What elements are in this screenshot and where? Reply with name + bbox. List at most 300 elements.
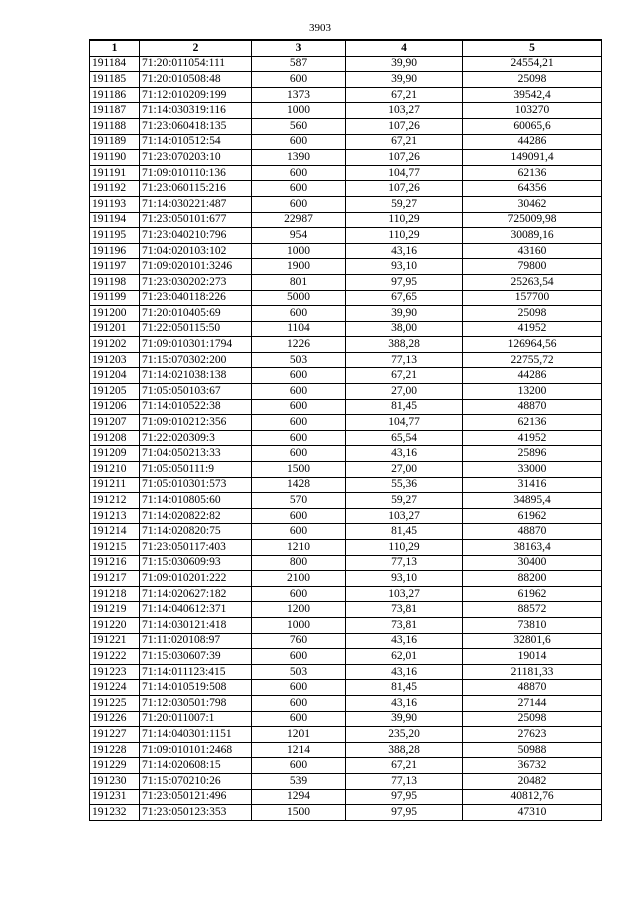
table-cell: 1104 bbox=[252, 321, 346, 337]
table-cell: 33000 bbox=[463, 462, 602, 478]
table-cell: 191228 bbox=[90, 742, 140, 758]
table-cell: 71:22:020309:3 bbox=[140, 430, 252, 446]
table-cell: 801 bbox=[252, 274, 346, 290]
table-cell: 600 bbox=[252, 415, 346, 431]
table-cell: 30462 bbox=[463, 196, 602, 212]
table-cell: 800 bbox=[252, 555, 346, 571]
table-cell: 600 bbox=[252, 524, 346, 540]
table-cell: 191217 bbox=[90, 571, 140, 587]
table-cell: 191225 bbox=[90, 695, 140, 711]
table-cell: 191185 bbox=[90, 72, 140, 88]
table-cell: 191187 bbox=[90, 103, 140, 119]
table-cell: 55,36 bbox=[346, 477, 463, 493]
table-row bbox=[90, 72, 602, 88]
table-row bbox=[90, 477, 602, 493]
table-cell: 61962 bbox=[463, 508, 602, 524]
table-cell: 191192 bbox=[90, 181, 140, 197]
table-cell: 71:15:030609:93 bbox=[140, 555, 252, 571]
table-cell: 25098 bbox=[463, 306, 602, 322]
table-row bbox=[90, 212, 602, 228]
table-cell: 1226 bbox=[252, 337, 346, 353]
table-row bbox=[90, 524, 602, 540]
table-cell: 71:14:021038:138 bbox=[140, 368, 252, 384]
table-row bbox=[90, 633, 602, 649]
table-cell: 71:09:010110:136 bbox=[140, 165, 252, 181]
table-cell: 13200 bbox=[463, 384, 602, 400]
table-row bbox=[90, 493, 602, 509]
table-cell: 1000 bbox=[252, 103, 346, 119]
table-cell: 600 bbox=[252, 181, 346, 197]
table-cell: 41952 bbox=[463, 430, 602, 446]
table-cell: 30400 bbox=[463, 555, 602, 571]
table-cell: 25098 bbox=[463, 711, 602, 727]
table-cell: 71:23:050121:496 bbox=[140, 789, 252, 805]
table-cell: 1500 bbox=[252, 462, 346, 478]
table-cell: 191195 bbox=[90, 228, 140, 244]
table-cell: 388,28 bbox=[346, 742, 463, 758]
table-cell: 71:23:050117:403 bbox=[140, 540, 252, 556]
table-cell: 71:14:020820:75 bbox=[140, 524, 252, 540]
table-row bbox=[90, 165, 602, 181]
table-row bbox=[90, 118, 602, 134]
table-cell: 62136 bbox=[463, 415, 602, 431]
table-cell: 36732 bbox=[463, 758, 602, 774]
table-cell: 110,29 bbox=[346, 212, 463, 228]
table-cell: 1200 bbox=[252, 602, 346, 618]
table-cell: 191193 bbox=[90, 196, 140, 212]
table-cell: 44286 bbox=[463, 368, 602, 384]
table-cell: 539 bbox=[252, 773, 346, 789]
table-cell: 600 bbox=[252, 430, 346, 446]
table-cell: 81,45 bbox=[346, 399, 463, 415]
table-row bbox=[90, 196, 602, 212]
table-cell: 48870 bbox=[463, 524, 602, 540]
table-cell: 71:23:050123:353 bbox=[140, 805, 252, 821]
table-cell: 43,16 bbox=[346, 633, 463, 649]
table-row bbox=[90, 306, 602, 322]
table-cell: 71:23:060418:135 bbox=[140, 118, 252, 134]
table-cell: 110,29 bbox=[346, 228, 463, 244]
table-cell: 97,95 bbox=[346, 805, 463, 821]
table-cell: 191186 bbox=[90, 87, 140, 103]
table-cell: 71:09:010301:1794 bbox=[140, 337, 252, 353]
column-header: 1 bbox=[90, 40, 140, 56]
table-cell: 77,13 bbox=[346, 555, 463, 571]
table-cell: 71:14:030319:116 bbox=[140, 103, 252, 119]
table-row bbox=[90, 602, 602, 618]
table-cell: 25263,54 bbox=[463, 274, 602, 290]
table-cell: 71:23:050101:677 bbox=[140, 212, 252, 228]
column-header: 4 bbox=[346, 40, 463, 56]
table-row bbox=[90, 87, 602, 103]
table-cell: 725009,98 bbox=[463, 212, 602, 228]
table-cell: 59,27 bbox=[346, 493, 463, 509]
table-cell: 1000 bbox=[252, 617, 346, 633]
table-cell: 71:14:010805:60 bbox=[140, 493, 252, 509]
table-cell: 71:04:050213:33 bbox=[140, 446, 252, 462]
table-cell: 191203 bbox=[90, 352, 140, 368]
table-cell: 39,90 bbox=[346, 306, 463, 322]
table-row bbox=[90, 243, 602, 259]
table-cell: 388,28 bbox=[346, 337, 463, 353]
table-cell: 600 bbox=[252, 758, 346, 774]
table-cell: 60065,6 bbox=[463, 118, 602, 134]
table-cell: 48870 bbox=[463, 680, 602, 696]
table-cell: 191199 bbox=[90, 290, 140, 306]
table-row bbox=[90, 228, 602, 244]
table-cell: 1210 bbox=[252, 540, 346, 556]
table-cell: 71:22:050115:50 bbox=[140, 321, 252, 337]
table-cell: 43160 bbox=[463, 243, 602, 259]
column-header: 2 bbox=[140, 40, 252, 56]
table-row bbox=[90, 758, 602, 774]
table-cell: 103,27 bbox=[346, 586, 463, 602]
table-cell: 1900 bbox=[252, 259, 346, 275]
table-cell: 43,16 bbox=[346, 695, 463, 711]
table-cell: 67,65 bbox=[346, 290, 463, 306]
table-cell: 191200 bbox=[90, 306, 140, 322]
table-cell: 191205 bbox=[90, 384, 140, 400]
table-row bbox=[90, 446, 602, 462]
table-cell: 27,00 bbox=[346, 462, 463, 478]
table-cell: 22987 bbox=[252, 212, 346, 228]
table-cell: 191223 bbox=[90, 664, 140, 680]
table-cell: 67,21 bbox=[346, 134, 463, 150]
table-row bbox=[90, 664, 602, 680]
table-cell: 25098 bbox=[463, 72, 602, 88]
table-cell: 62136 bbox=[463, 165, 602, 181]
table-cell: 64356 bbox=[463, 181, 602, 197]
table-row bbox=[90, 462, 602, 478]
table-cell: 600 bbox=[252, 165, 346, 181]
table-cell: 71:14:010512:54 bbox=[140, 134, 252, 150]
table-cell: 43,16 bbox=[346, 243, 463, 259]
table-row bbox=[90, 259, 602, 275]
table-cell: 67,21 bbox=[346, 87, 463, 103]
table-cell: 71:11:020108:97 bbox=[140, 633, 252, 649]
table-cell: 600 bbox=[252, 586, 346, 602]
table-cell: 600 bbox=[252, 368, 346, 384]
table-cell: 600 bbox=[252, 508, 346, 524]
table-cell: 71:14:010519:508 bbox=[140, 680, 252, 696]
table-cell: 503 bbox=[252, 352, 346, 368]
table-cell: 191221 bbox=[90, 633, 140, 649]
table-cell: 600 bbox=[252, 306, 346, 322]
table-cell: 97,95 bbox=[346, 789, 463, 805]
table-row bbox=[90, 586, 602, 602]
table-row bbox=[90, 727, 602, 743]
table-cell: 43,16 bbox=[346, 664, 463, 680]
table-cell: 191184 bbox=[90, 56, 140, 72]
table-cell: 191189 bbox=[90, 134, 140, 150]
table-cell: 600 bbox=[252, 711, 346, 727]
column-header: 5 bbox=[463, 40, 602, 56]
table-cell: 71:09:010212:356 bbox=[140, 415, 252, 431]
table-cell: 39,90 bbox=[346, 56, 463, 72]
table-row bbox=[90, 384, 602, 400]
table-cell: 39,90 bbox=[346, 711, 463, 727]
table-cell: 97,95 bbox=[346, 274, 463, 290]
table-cell: 71:14:020608:15 bbox=[140, 758, 252, 774]
table-cell: 600 bbox=[252, 399, 346, 415]
table-cell: 38163,4 bbox=[463, 540, 602, 556]
table-cell: 104,77 bbox=[346, 165, 463, 181]
table-row bbox=[90, 695, 602, 711]
table-row bbox=[90, 711, 602, 727]
table-cell: 235,20 bbox=[346, 727, 463, 743]
table-cell: 191232 bbox=[90, 805, 140, 821]
table-cell: 191212 bbox=[90, 493, 140, 509]
table-cell: 191220 bbox=[90, 617, 140, 633]
table-row bbox=[90, 337, 602, 353]
table-cell: 71:15:070302:200 bbox=[140, 352, 252, 368]
table-cell: 600 bbox=[252, 384, 346, 400]
table-cell: 191207 bbox=[90, 415, 140, 431]
table-cell: 191229 bbox=[90, 758, 140, 774]
table-cell: 191231 bbox=[90, 789, 140, 805]
table-cell: 587 bbox=[252, 56, 346, 72]
table-cell: 67,21 bbox=[346, 368, 463, 384]
table-cell: 71:14:020822:82 bbox=[140, 508, 252, 524]
table-body bbox=[90, 56, 602, 820]
table-cell: 88200 bbox=[463, 571, 602, 587]
table-cell: 1201 bbox=[252, 727, 346, 743]
data-table bbox=[89, 39, 602, 821]
table-cell: 1294 bbox=[252, 789, 346, 805]
table-cell: 191201 bbox=[90, 321, 140, 337]
table-cell: 71:05:050103:67 bbox=[140, 384, 252, 400]
table-cell: 21181,33 bbox=[463, 664, 602, 680]
table-cell: 503 bbox=[252, 664, 346, 680]
table-cell: 24554,21 bbox=[463, 56, 602, 72]
table-cell: 191188 bbox=[90, 118, 140, 134]
table-cell: 191222 bbox=[90, 649, 140, 665]
table-cell: 157700 bbox=[463, 290, 602, 306]
table-cell: 191208 bbox=[90, 430, 140, 446]
table-cell: 71:14:030221:487 bbox=[140, 196, 252, 212]
table-cell: 110,29 bbox=[346, 540, 463, 556]
table-cell: 191226 bbox=[90, 711, 140, 727]
table-cell: 67,21 bbox=[346, 758, 463, 774]
table-cell: 43,16 bbox=[346, 446, 463, 462]
table-cell: 81,45 bbox=[346, 680, 463, 696]
table-row bbox=[90, 321, 602, 337]
table-cell: 600 bbox=[252, 134, 346, 150]
table-cell: 191211 bbox=[90, 477, 140, 493]
table-cell: 71:12:030501:798 bbox=[140, 695, 252, 711]
table-cell: 71:04:020103:102 bbox=[140, 243, 252, 259]
table-cell: 47310 bbox=[463, 805, 602, 821]
table-row bbox=[90, 508, 602, 524]
table-cell: 5000 bbox=[252, 290, 346, 306]
table-cell: 103270 bbox=[463, 103, 602, 119]
table-cell: 191194 bbox=[90, 212, 140, 228]
table-row bbox=[90, 555, 602, 571]
table-cell: 191206 bbox=[90, 399, 140, 415]
table-cell: 20482 bbox=[463, 773, 602, 789]
table-cell: 71:20:011007:1 bbox=[140, 711, 252, 727]
table-cell: 600 bbox=[252, 446, 346, 462]
table-cell: 126964,56 bbox=[463, 337, 602, 353]
table-cell: 71:14:040612:371 bbox=[140, 602, 252, 618]
table-cell: 71:09:020101:3246 bbox=[140, 259, 252, 275]
table-cell: 1428 bbox=[252, 477, 346, 493]
table-cell: 27,00 bbox=[346, 384, 463, 400]
table-cell: 71:23:040210:796 bbox=[140, 228, 252, 244]
table-cell: 71:05:010301:573 bbox=[140, 477, 252, 493]
table-row bbox=[90, 181, 602, 197]
table-cell: 103,27 bbox=[346, 508, 463, 524]
table-cell: 71:09:010201:222 bbox=[140, 571, 252, 587]
table-cell: 107,26 bbox=[346, 118, 463, 134]
table-cell: 191209 bbox=[90, 446, 140, 462]
table-cell: 19014 bbox=[463, 649, 602, 665]
table-cell: 600 bbox=[252, 680, 346, 696]
table-cell: 1390 bbox=[252, 150, 346, 166]
table-cell: 61962 bbox=[463, 586, 602, 602]
table-cell: 41952 bbox=[463, 321, 602, 337]
table-cell: 191215 bbox=[90, 540, 140, 556]
table-cell: 191198 bbox=[90, 274, 140, 290]
table-cell: 71:15:070210:26 bbox=[140, 773, 252, 789]
table-cell: 570 bbox=[252, 493, 346, 509]
table-cell: 71:14:030121:418 bbox=[140, 617, 252, 633]
table-cell: 32801,6 bbox=[463, 633, 602, 649]
table-cell: 71:14:011123:415 bbox=[140, 664, 252, 680]
table-cell: 104,77 bbox=[346, 415, 463, 431]
table-cell: 22755,72 bbox=[463, 352, 602, 368]
table-cell: 30089,16 bbox=[463, 228, 602, 244]
table-cell: 103,27 bbox=[346, 103, 463, 119]
table-cell: 1500 bbox=[252, 805, 346, 821]
table-row bbox=[90, 415, 602, 431]
table-row bbox=[90, 290, 602, 306]
table-row bbox=[90, 56, 602, 72]
table-cell: 44286 bbox=[463, 134, 602, 150]
table-cell: 50988 bbox=[463, 742, 602, 758]
page-number: 3903 bbox=[309, 22, 331, 34]
table-header-row bbox=[90, 40, 602, 56]
table-cell: 62,01 bbox=[346, 649, 463, 665]
table-cell: 77,13 bbox=[346, 773, 463, 789]
table-row bbox=[90, 789, 602, 805]
table-cell: 2100 bbox=[252, 571, 346, 587]
table-cell: 73,81 bbox=[346, 617, 463, 633]
table-cell: 191204 bbox=[90, 368, 140, 384]
table-cell: 191213 bbox=[90, 508, 140, 524]
column-header: 3 bbox=[252, 40, 346, 56]
table-row bbox=[90, 352, 602, 368]
table-cell: 93,10 bbox=[346, 259, 463, 275]
table-cell: 65,54 bbox=[346, 430, 463, 446]
table-cell: 191191 bbox=[90, 165, 140, 181]
table-cell: 1373 bbox=[252, 87, 346, 103]
table-cell: 600 bbox=[252, 196, 346, 212]
table-cell: 39,90 bbox=[346, 72, 463, 88]
table-cell: 71:14:020627:182 bbox=[140, 586, 252, 602]
table-cell: 59,27 bbox=[346, 196, 463, 212]
table-cell: 93,10 bbox=[346, 571, 463, 587]
table-cell: 88572 bbox=[463, 602, 602, 618]
table-cell: 191227 bbox=[90, 727, 140, 743]
table-row bbox=[90, 274, 602, 290]
table-cell: 31416 bbox=[463, 477, 602, 493]
table-cell: 71:23:060115:216 bbox=[140, 181, 252, 197]
table-cell: 38,00 bbox=[346, 321, 463, 337]
table-cell: 600 bbox=[252, 649, 346, 665]
table-cell: 107,26 bbox=[346, 181, 463, 197]
table-row bbox=[90, 680, 602, 696]
table-cell: 71:20:011054:111 bbox=[140, 56, 252, 72]
table-row bbox=[90, 368, 602, 384]
table-cell: 191210 bbox=[90, 462, 140, 478]
table-cell: 191218 bbox=[90, 586, 140, 602]
table-row bbox=[90, 649, 602, 665]
table-cell: 77,13 bbox=[346, 352, 463, 368]
table-row bbox=[90, 571, 602, 587]
table-cell: 954 bbox=[252, 228, 346, 244]
table-cell: 191197 bbox=[90, 259, 140, 275]
table-cell: 25896 bbox=[463, 446, 602, 462]
table-cell: 71:09:010101:2468 bbox=[140, 742, 252, 758]
table-cell: 1214 bbox=[252, 742, 346, 758]
table-cell: 71:20:010508:48 bbox=[140, 72, 252, 88]
table-cell: 191230 bbox=[90, 773, 140, 789]
table-cell: 73810 bbox=[463, 617, 602, 633]
table-row bbox=[90, 742, 602, 758]
table-cell: 600 bbox=[252, 72, 346, 88]
table-cell: 149091,4 bbox=[463, 150, 602, 166]
table-row bbox=[90, 103, 602, 119]
table-row bbox=[90, 617, 602, 633]
table-cell: 81,45 bbox=[346, 524, 463, 540]
table-row bbox=[90, 134, 602, 150]
table-cell: 71:23:030202:273 bbox=[140, 274, 252, 290]
table-cell: 34895,4 bbox=[463, 493, 602, 509]
table-cell: 760 bbox=[252, 633, 346, 649]
table-row bbox=[90, 773, 602, 789]
table-cell: 27144 bbox=[463, 695, 602, 711]
table-cell: 600 bbox=[252, 695, 346, 711]
table-cell: 71:14:010522:38 bbox=[140, 399, 252, 415]
table-cell: 191219 bbox=[90, 602, 140, 618]
table-cell: 1000 bbox=[252, 243, 346, 259]
table-row bbox=[90, 150, 602, 166]
table-cell: 48870 bbox=[463, 399, 602, 415]
table-cell: 71:14:040301:1151 bbox=[140, 727, 252, 743]
table-row bbox=[90, 805, 602, 821]
table-cell: 27623 bbox=[463, 727, 602, 743]
table-cell: 79800 bbox=[463, 259, 602, 275]
table-cell: 560 bbox=[252, 118, 346, 134]
table-cell: 191216 bbox=[90, 555, 140, 571]
table-cell: 39542,4 bbox=[463, 87, 602, 103]
table-row bbox=[90, 399, 602, 415]
table-cell: 40812,76 bbox=[463, 789, 602, 805]
table-cell: 71:05:050111:9 bbox=[140, 462, 252, 478]
table-cell: 73,81 bbox=[346, 602, 463, 618]
table-cell: 71:23:070203:10 bbox=[140, 150, 252, 166]
table-cell: 107,26 bbox=[346, 150, 463, 166]
table-cell: 191214 bbox=[90, 524, 140, 540]
table-row bbox=[90, 540, 602, 556]
table-cell: 71:15:030607:39 bbox=[140, 649, 252, 665]
table-cell: 191190 bbox=[90, 150, 140, 166]
table-row bbox=[90, 430, 602, 446]
table-cell: 71:20:010405:69 bbox=[140, 306, 252, 322]
table-cell: 71:12:010209:199 bbox=[140, 87, 252, 103]
table-cell: 191202 bbox=[90, 337, 140, 353]
